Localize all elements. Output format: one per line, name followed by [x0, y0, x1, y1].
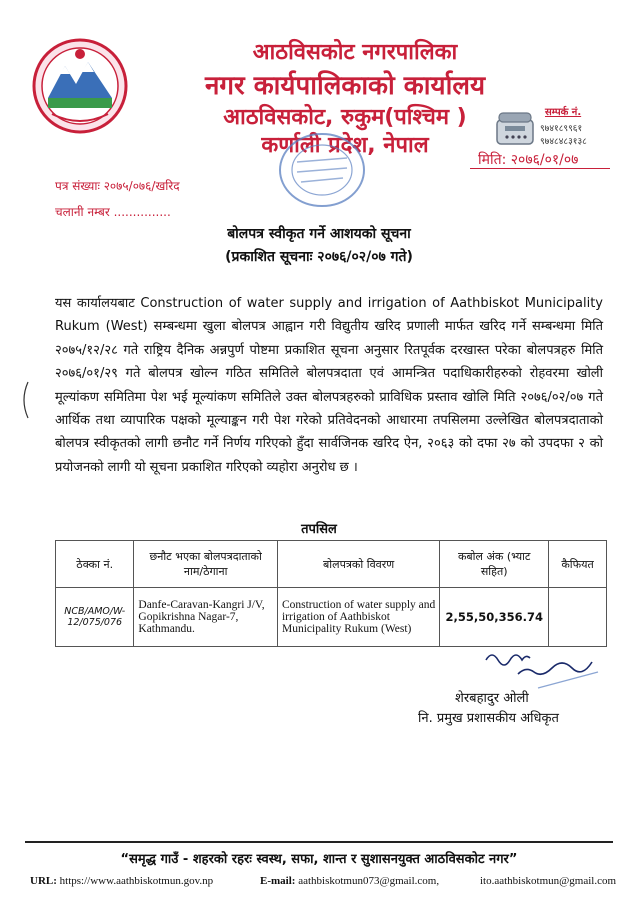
footer-email[interactable]: [260, 875, 439, 887]
amount-cell: 2,55,50,356.74: [440, 588, 549, 647]
header-divider: [470, 168, 610, 169]
signatory-name: शेरबहादुर ओली: [455, 691, 529, 706]
notice-subtitle: (प्रकाशित सूचनाः २०७६/०२/०७ गते): [225, 249, 413, 265]
description-cell: Construction of water supply and irrigation of Aathbiskot Municipality Rukum (West): [277, 588, 439, 647]
contract-number-cell: NCB/AMO/W-12/075/076: [56, 588, 134, 647]
url-label: URL:: [30, 875, 57, 887]
header-municipality-name: आठविसकोट नगरपालिका: [252, 40, 458, 65]
header-location: आठविसकोट, रुकुम(पश्चिम ): [223, 105, 467, 130]
letter-number: पत्र संख्याः २०७५/०७६/खरिद: [55, 179, 180, 193]
bid-table: [55, 540, 607, 647]
telephone-icon: [493, 110, 537, 148]
footer-motto: “समृद्ध गाउँ - शहरको रहरः स्वस्थ, सफा, शान्त र सुशासनयुक्त आठविसकोट नगर”: [120, 852, 518, 867]
municipality-logo: [30, 36, 130, 136]
footer-url[interactable]: [30, 875, 213, 887]
margin-mark: [18, 380, 32, 420]
column-header: ठेक्का नं.: [56, 541, 134, 588]
column-header: कबोल अंक (भ्याट सहित): [440, 541, 549, 588]
notice-body: यस कार्यालयबाट Construction of water supply and irrigation of Aathbiskot Municipality Rukum (West) सम्बन्धमा खुला बोलपत्र आह्वान गरी विद्युतीय खरिद प्रणाली मार्फत खरिद गर्ने सम्बन्धमा मिति २०७५/१२/२८ गते राष्ट्रिय दैनिक अन्नपुर्ण पोष्टमा प्रकाशित सूचना अनुसार रितपूर्वक दरखास्त परेका बोलपत्रहरु मिति २०७६/०१/२९ गते बोलपत्र खोल्न गठित समितिले बोलपत्रदाता एवं आमन्त्रित पदाधिकारीहरुको रोहवरमा खोली मूल्यांकण समितिमा पेश भई मूल्यांकण समितिले उक्त बोलपत्रहरुको प्राविधिक प्रस्ताव खोलि मिति २०७६/०२/०७ गते आर्थिक तथा व्यापारिक पक्षको मूल्याङ्कन गरी पेश गरेको प्रतिवेदनको आधारमा तपसिलमा उल्लेखित बोलपत्रदाताको बोलपत्र स्वीकृतको लागी छनौट गर्ने निर्णय गरिएको हुँदा सार्वजिनक खरिद ऐन, २०६३ को दफा २७ को उपदफा २ को प्रयोजनको लागी यो सूचना प्रकाशित गरिएको व्यहोरा अनुरोध छ ।: [55, 296, 603, 475]
column-header: कैफियत: [549, 541, 607, 588]
office-stamp: [275, 128, 370, 213]
remarks-cell: [549, 588, 607, 647]
signatory-title: नि. प्रमुख प्रशासकीय अधिकृत: [418, 711, 559, 726]
table-header-row: [56, 541, 607, 588]
email-label: E-mail:: [260, 875, 296, 887]
header-office-name: नगर कार्यपालिकाको कार्यालय: [204, 71, 486, 101]
notice-title: बोलपत्र स्वीकृत गर्ने आशयको सूचना: [227, 226, 411, 242]
contact-number: ९७४१८९९६१: [540, 124, 583, 134]
column-header: छनौट भएका बोलपत्रदाताको नाम/ठेगाना: [134, 541, 278, 588]
url-link[interactable]: https://www.aathbiskotmun.gov.np: [59, 875, 214, 887]
letter-date: मिति: २०७६/०१/०७: [478, 152, 579, 168]
footer-divider: [25, 841, 613, 843]
table-row: [56, 588, 607, 647]
bidder-cell: Danfe-Caravan-Kangri J/V, Gopikrishna Nagar-7, Kathmandu.: [134, 588, 278, 647]
column-header: बोलपत्रको विवरण: [277, 541, 439, 588]
email-link-secondary[interactable]: ito.aathbiskotmun@gmail.com: [480, 875, 617, 887]
contact-label: सम्पर्क नं.: [545, 107, 582, 118]
contact-number: ९७४८४८३१३८: [540, 137, 587, 147]
header-province: कर्णाली प्रदेश, नेपाल: [261, 133, 429, 158]
schedule-label: तपसिल: [301, 522, 337, 537]
dispatch-number: चलानी नम्बर ...............: [55, 205, 171, 219]
email-link-primary[interactable]: aathbiskotmun073@gmail.com,: [298, 875, 440, 887]
handwritten-signature: [478, 640, 608, 694]
